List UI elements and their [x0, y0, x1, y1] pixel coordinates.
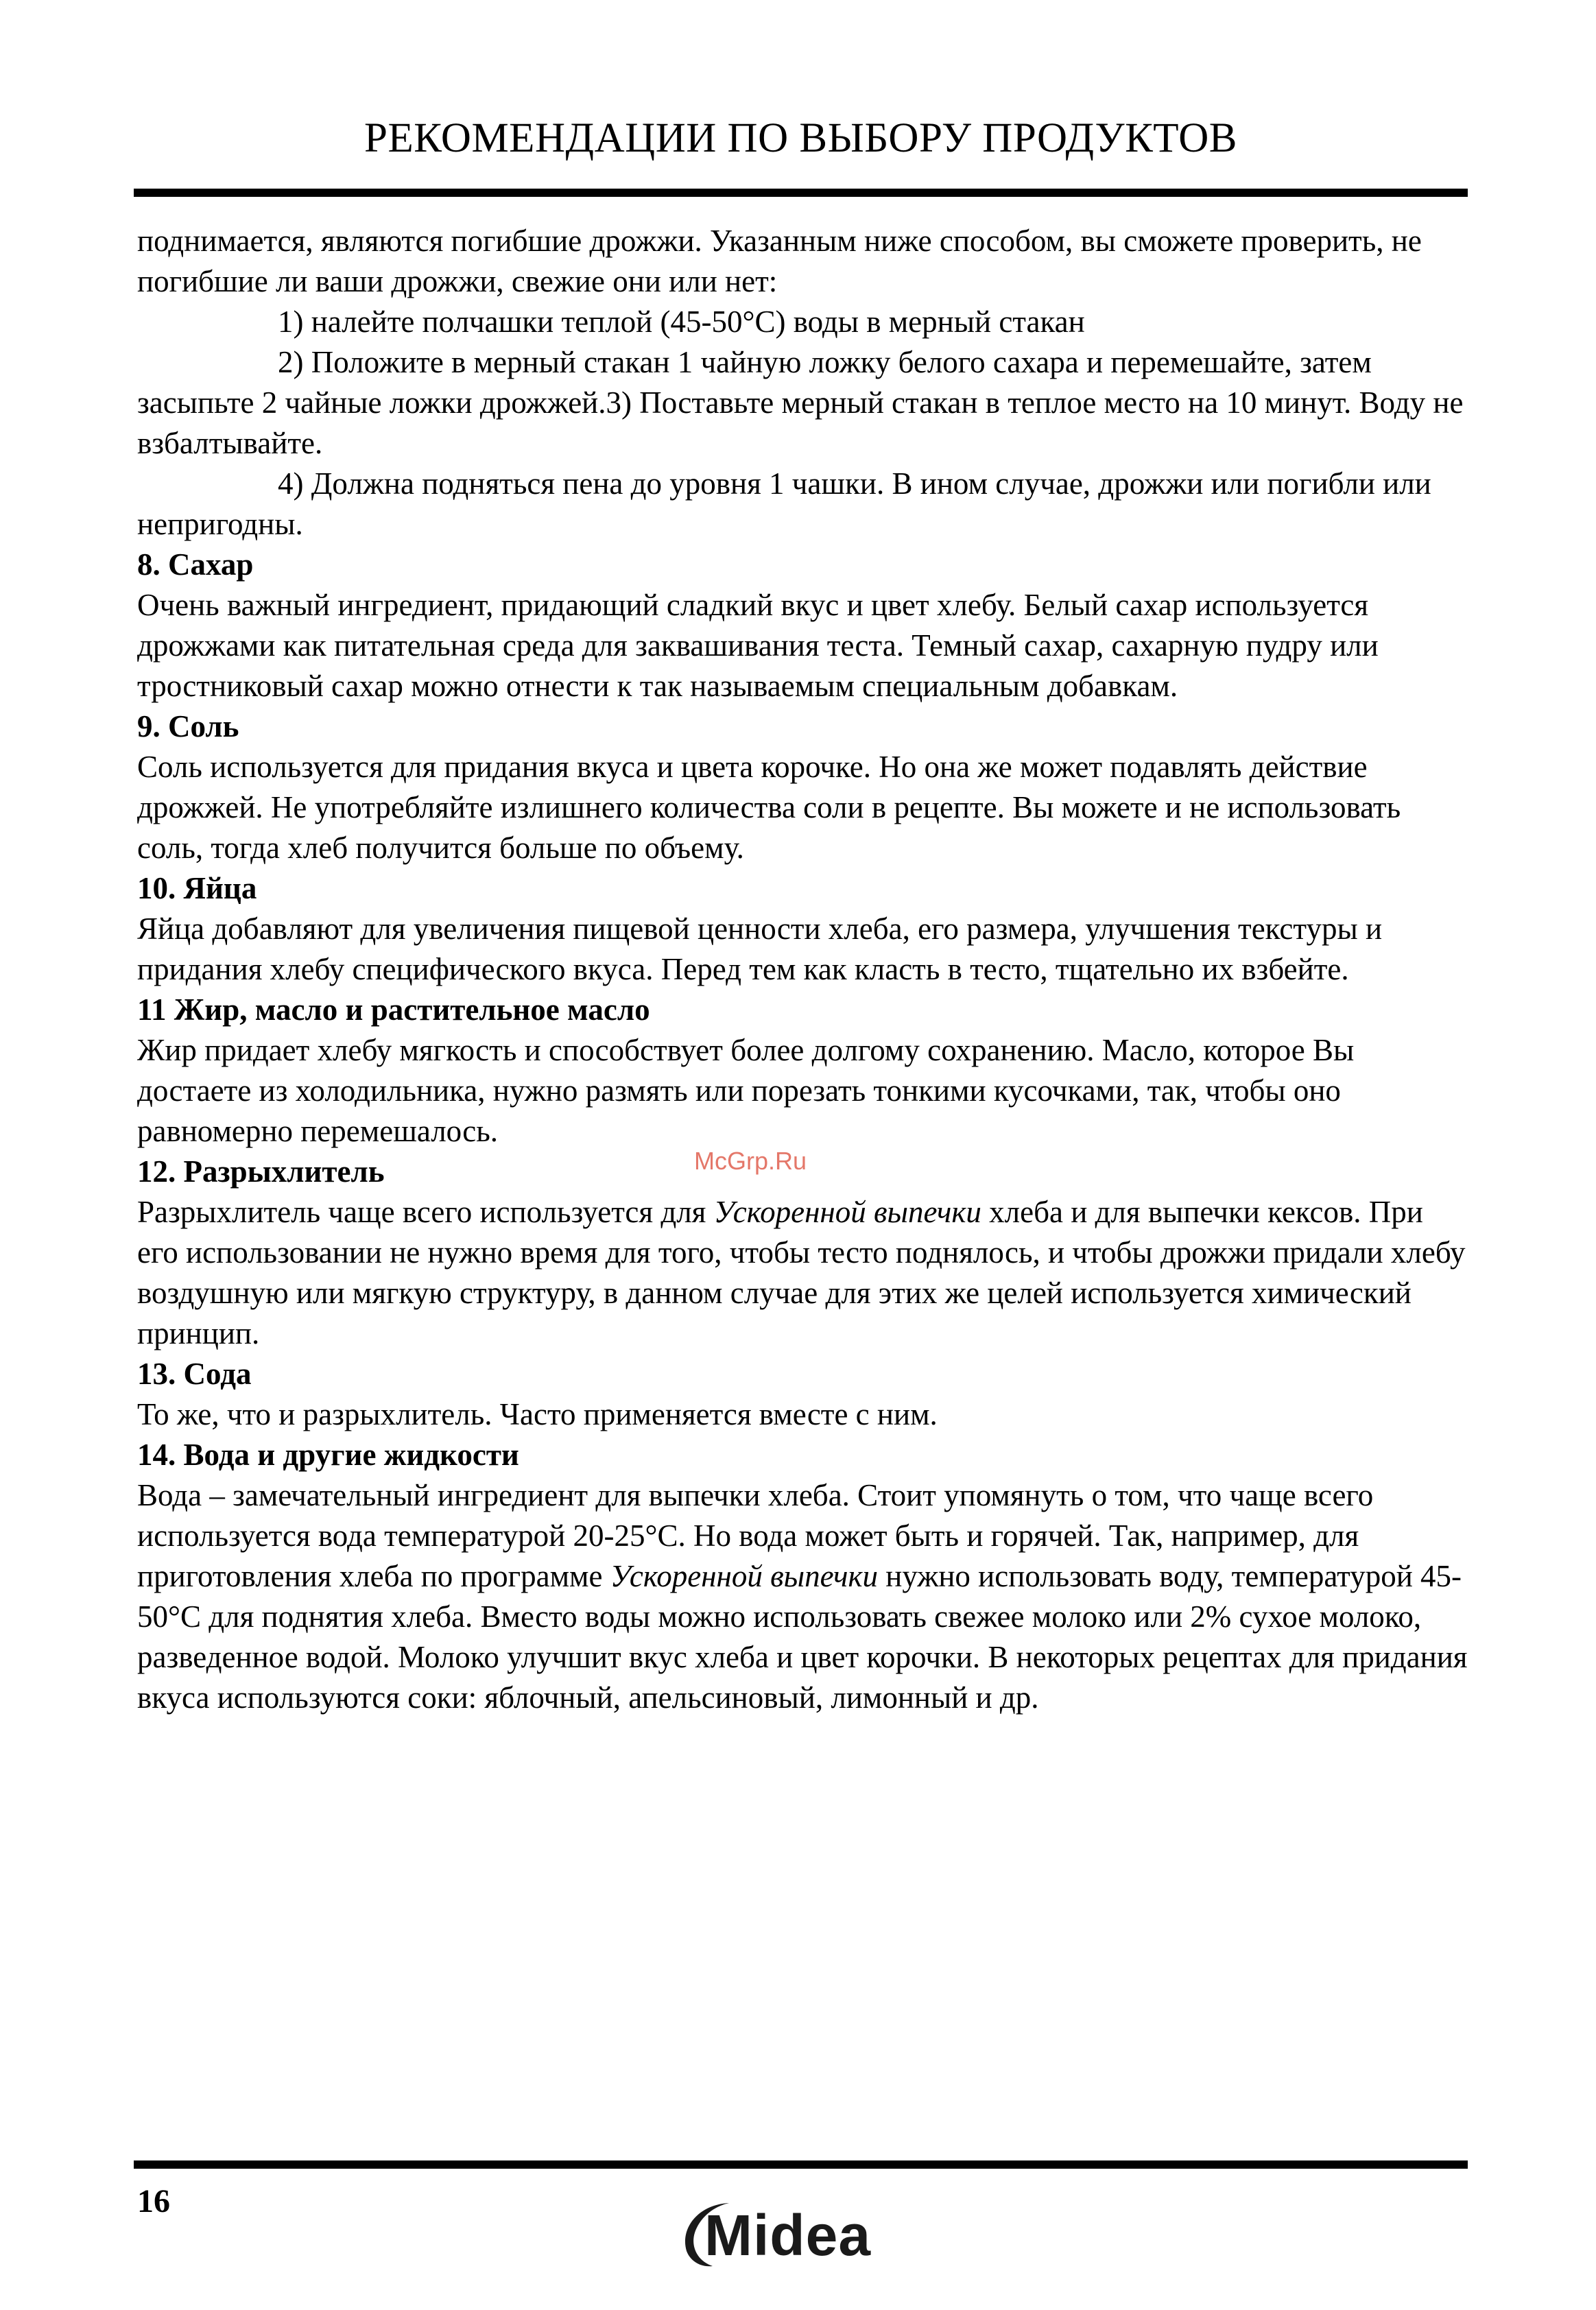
text-run: Вода – замечательный ингредиент для выпечки хлеба. Стоит упомянуть о том, что чаще всего используется вода температурой 20-25°С. Но вода может быть и горячей. Так, например, для приготовления хлеба по программе: [137, 1478, 1374, 1593]
section-text-baking-powder: [137, 1192, 1471, 1354]
text-run: Разрыхлитель чаще всего используется для: [137, 1195, 714, 1229]
intro-paragraph: поднимается, являются погибшие дрожжи. Указанным ниже способом, вы сможете проверить, не погибшие ли ваши дрожжи, свежие они или нет:: [137, 224, 1422, 298]
italic-program-name: Ускоренной выпечки: [713, 1195, 981, 1229]
section-heading-salt: 9. Соль: [137, 709, 239, 743]
section-text-eggs: Яйца добавляют для увеличения пищевой ценности хлеба, его размера, улучшения текстуры и придания хлебу специфического вкуса. Перед тем как класть в тесто, тщательно их взбейте.: [137, 912, 1383, 986]
yeast-test-step-1: 1) налейте полчашки теплой (45-50°С) воды в мерный стакан: [278, 305, 1085, 339]
section-text-soda: То же, что и разрыхлитель. Часто применяется вместе с ним.: [137, 1397, 938, 1431]
text-run: нужно использовать воду, температурой 45-50°С для поднятия хлеба. Вместо воды можно использовать свежее молоко или 2% сухое молоко, разведенное водой. Молоко улучшит вкус хлеба и цвет корочки. В некоторых рецептах для придания вкуса используются соки: яблочный, апельсиновый, лимонный и др.: [137, 1559, 1468, 1715]
footer-divider: [134, 2160, 1468, 2169]
section-heading-soda: 13. Сода: [137, 1357, 252, 1391]
yeast-test-step-4: 4) Должна подняться пена до уровня 1 чашки. В ином случае, дрожжи или погибли или непригодны.: [137, 466, 1431, 541]
midea-logo: [676, 2188, 922, 2270]
logo-wordmark: Midea: [704, 2203, 872, 2267]
section-text-salt: Соль используется для придания вкуса и цвета корочке. Но она же может подавлять действие дрожжей. Не употребляйте излишнего количества соли в рецепте. Вы можете и не использовать соль, тогда хлеб получится больше по объему.: [137, 750, 1401, 865]
section-heading-eggs: 10. Яйца: [137, 871, 257, 905]
watermark: McGrp.Ru: [694, 1147, 807, 1175]
section-text-fats: Жир придает хлебу мягкость и способствует более долгому сохранению. Масло, которое Вы достаете из холодильника, нужно размять или порезать тонкими кусочками, так, чтобы оно равномерно перемешалось.: [137, 1033, 1355, 1148]
section-heading-sugar: 8. Сахар: [137, 547, 254, 582]
page-title: РЕКОМЕНДАЦИИ ПО ВЫБОРУ ПРОДУКТОВ: [364, 115, 1237, 161]
section-heading-water: 14. Вода и другие жидкости: [137, 1438, 519, 1472]
section-text-sugar: Очень важный ингредиент, придающий сладкий вкус и цвет хлебу. Белый сахар используется дрожжами как питательная среда для заквашивания теста. Темный сахар, сахарную пудру или тростниковый сахар можно отнести к так называемым специальным добавкам.: [137, 588, 1379, 703]
section-heading-baking-powder: 12. Разрыхлитель: [137, 1154, 385, 1189]
document-body: [137, 221, 1471, 1718]
section-text-water: [137, 1475, 1471, 1718]
italic-program-name: Ускоренной выпечки: [610, 1559, 879, 1593]
section-heading-fats: 11 Жир, масло и растительное масло: [137, 992, 650, 1027]
header-divider: [134, 189, 1468, 197]
page-number: 16: [137, 2183, 170, 2219]
text-run: хлеба и для выпечки кексов. При его использовании не нужно время для того, чтобы тесто поднялось, и чтобы дрожжи придали хлебу воздушную или мягкую структуру, в данном случае для этих же целей используется химический принцип.: [137, 1195, 1466, 1350]
yeast-test-step-2: 2) Положите в мерный стакан 1 чайную ложку белого сахара и перемешайте, затем засыпьте 2 чайные ложки дрожжей.3) Поставьте мерный стакан в теплое место на 10 минут. Воду не взбалтывайте.: [137, 345, 1464, 460]
